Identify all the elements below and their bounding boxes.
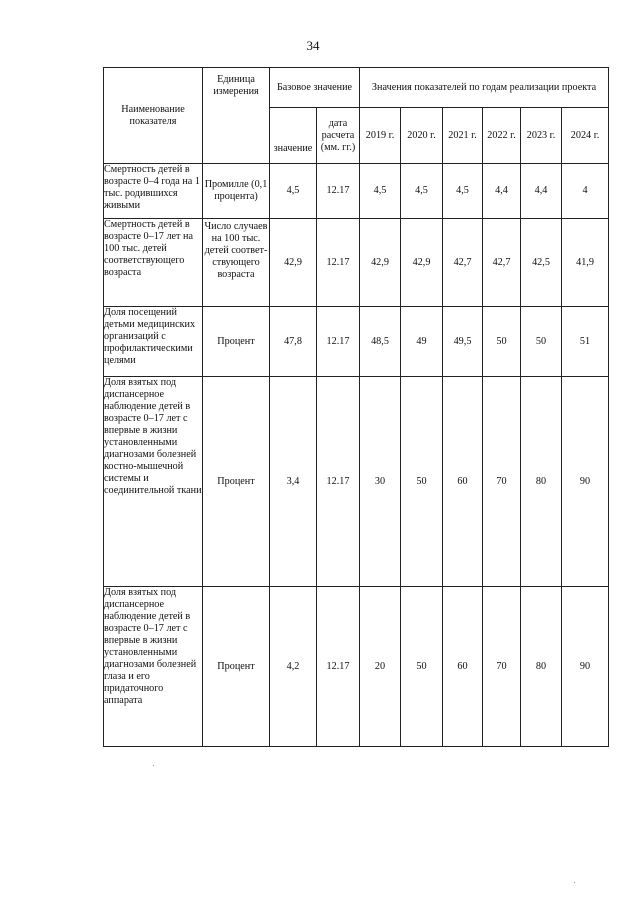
row-value-2022: 50 <box>483 307 521 377</box>
row-value-2019: 20 <box>360 587 401 747</box>
row-value-2024: 41,9 <box>562 219 609 307</box>
table-row <box>104 219 609 307</box>
table-row <box>104 587 609 747</box>
header-year-2024: 2024 г. <box>562 108 609 164</box>
header-years-group: Значения показателей по годам реализации проекта <box>360 68 609 108</box>
row-base-value: 47,8 <box>270 307 317 377</box>
row-value-2024: 51 <box>562 307 609 377</box>
row-base-value: 3,4 <box>270 377 317 587</box>
row-value-2023: 80 <box>521 377 562 587</box>
row-unit: Процент <box>203 587 270 747</box>
row-value-2023: 42,5 <box>521 219 562 307</box>
header-base-value: Базовое значение <box>270 68 360 108</box>
row-name: Смертность детей в возрасте 0–17 лет на 100 тыс. детей соответствующего возраста <box>104 219 203 307</box>
row-value-2023: 50 <box>521 307 562 377</box>
row-value-2019: 48,5 <box>360 307 401 377</box>
header-value: значение <box>270 108 317 164</box>
row-calc-date: 12.17 <box>317 377 360 587</box>
row-name: Смертность детей в возрасте 0–4 года на 1 тыс. родившихся живыми <box>104 164 203 219</box>
header-year-2019: 2019 г. <box>360 108 401 164</box>
row-name: Доля взятых под диспансерное наблюдение детей в возрасте 0–17 лет с впервые в жизни установленными диагнозами болезней глаза и его придаточного аппарата <box>104 587 203 747</box>
row-value-2020: 4,5 <box>401 164 443 219</box>
row-value-2023: 80 <box>521 587 562 747</box>
row-name: Доля посещений детьми медицинских организаций с профилактическими целями <box>104 307 203 377</box>
row-name: Доля взятых под диспансерное наблюдение детей в возрасте 0–17 лет с впервые в жизни установленными диагнозами болезней костно-мышечной системы и соединительной ткани <box>104 377 203 587</box>
table-row <box>104 377 609 587</box>
row-value-2021: 49,5 <box>443 307 483 377</box>
row-unit: Промилле (0,1 процента) <box>203 164 270 219</box>
row-value-2020: 42,9 <box>401 219 443 307</box>
row-base-value: 4,5 <box>270 164 317 219</box>
scan-speck <box>574 882 575 883</box>
row-calc-date: 12.17 <box>317 219 360 307</box>
row-calc-date: 12.17 <box>317 587 360 747</box>
row-value-2022: 4,4 <box>483 164 521 219</box>
header-name: Наименование показателя <box>104 68 203 164</box>
row-value-2022: 70 <box>483 587 521 747</box>
row-value-2021: 60 <box>443 587 483 747</box>
row-base-value: 42,9 <box>270 219 317 307</box>
row-calc-date: 12.17 <box>317 307 360 377</box>
row-value-2021: 60 <box>443 377 483 587</box>
row-value-2021: 4,5 <box>443 164 483 219</box>
header-unit: Единица измерения <box>203 68 270 164</box>
row-value-2019: 30 <box>360 377 401 587</box>
header-year-2022: 2022 г. <box>483 108 521 164</box>
row-unit: Процент <box>203 307 270 377</box>
row-unit: Число случаев на 100 тыс. детей соответ-ствующего возраста <box>203 219 270 307</box>
row-value-2023: 4,4 <box>521 164 562 219</box>
header-year-2023: 2023 г. <box>521 108 562 164</box>
row-value-2020: 49 <box>401 307 443 377</box>
row-value-2020: 50 <box>401 587 443 747</box>
scan-speck <box>153 765 154 766</box>
header-year-2021: 2021 г. <box>443 108 483 164</box>
row-value-2024: 90 <box>562 587 609 747</box>
row-value-2022: 42,7 <box>483 219 521 307</box>
header-calc-date: дата расчета (мм. гг.) <box>317 108 360 164</box>
table-row <box>104 164 609 219</box>
row-value-2019: 42,9 <box>360 219 401 307</box>
row-base-value: 4,2 <box>270 587 317 747</box>
row-value-2020: 50 <box>401 377 443 587</box>
row-value-2024: 4 <box>562 164 609 219</box>
indicators-table <box>103 67 609 747</box>
page-number: 34 <box>306 38 320 53</box>
table-row <box>104 307 609 377</box>
row-value-2022: 70 <box>483 377 521 587</box>
row-value-2024: 90 <box>562 377 609 587</box>
row-value-2019: 4,5 <box>360 164 401 219</box>
row-value-2021: 42,7 <box>443 219 483 307</box>
row-unit: Процент <box>203 377 270 587</box>
row-calc-date: 12.17 <box>317 164 360 219</box>
header-year-2020: 2020 г. <box>401 108 443 164</box>
